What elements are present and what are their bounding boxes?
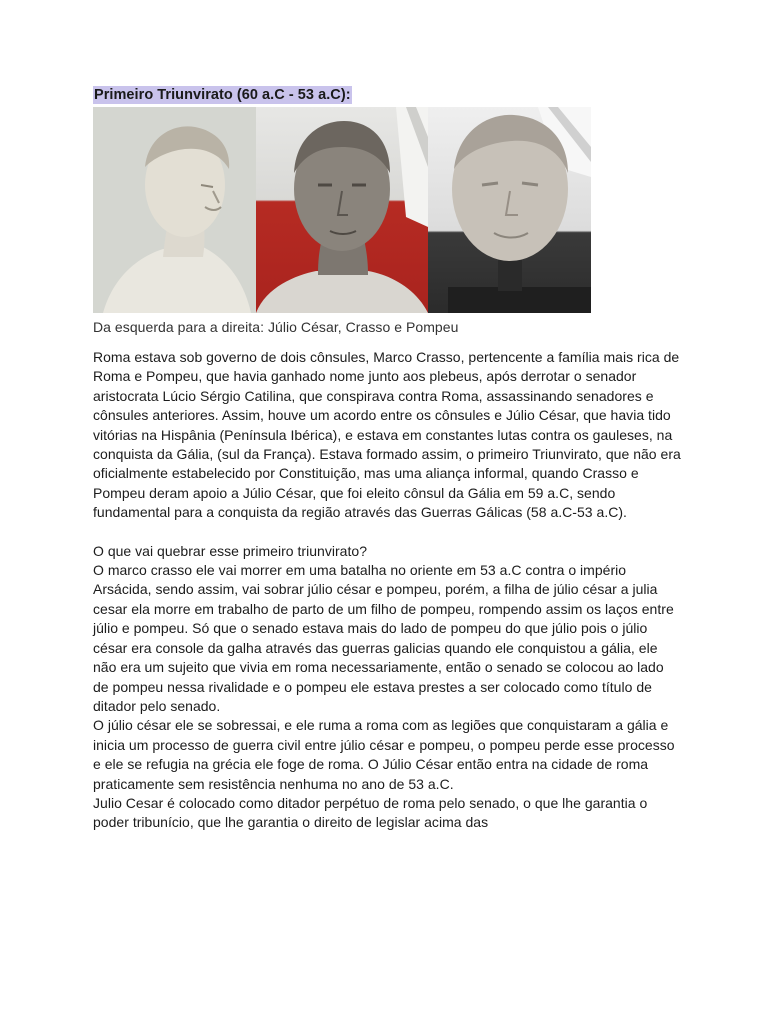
bust-pompeu-image [428, 107, 591, 313]
question-line: O que vai quebrar esse primeiro triunvirato? [93, 542, 368, 559]
figure-busts [93, 107, 591, 313]
paragraph-dictator: Julio Cesar é colocado como ditador perpétuo de roma pelo senado, o que lhe garantia o poder tribunício, que lhe garantia o direito de legislar acima das [93, 794, 648, 831]
spacer [93, 523, 683, 542]
document-page [93, 86, 683, 833]
paragraph-civil-war: O júlio césar ele se sobressai, e ele ruma a roma com as legiões que conquistaram a gália e inicia um processo de guerra civil entre júlio césar e pompeu, o pompeu perde esse processo e ele se refugia na grécia ele foge de roma. O Júlio César então entra na cidade de roma praticamente sem resistência nenhuma no ano de 53 a.C. [93, 717, 675, 792]
bust-julio-cesar-image [93, 107, 256, 313]
paragraph-triunvirato-formation: Roma estava sob governo de dois cônsules, Marco Crasso, pertencente a família mais rica de Roma e Pompeu, que havia ganhado nome junto aos plebeus, após derrotar o senador aristocrata Lúcio Sérgio Catilina, que conspirava contra Roma, assassinando senadores e cônsules anteriores. Assim, houve um acordo entre os cônsules e Júlio César, que havia tido vitórias na Hispânia (Península Ibérica), e estava em constantes lutas contra os gauleses, na conquista da Gália, (sul da França). Estava formado assim, o primeiro Triunvirato, que não era oficialmente estabelecido por Constituição, mas uma aliança informal, quando Crasso e Pompeu deram apoio a Júlio César, que foi eleito cônsul da Gália em 59 a.C, sendo fundamental para a conquista da região através das Guerras Gálicas (58 a.C-53 a.C). [93, 349, 681, 521]
figure-caption: Da esquerda para a direita: Júlio César, Crasso e Pompeu [93, 319, 459, 335]
text-block-breakup [93, 542, 683, 833]
paragraph-crasso-death: O marco crasso ele vai morrer em uma batalha no oriente em 53 a.C contra o império Arsácida, sendo assim, vai sobrar júlio césar e pompeu, porém, a filha de júlio césar a julia cesar ela morre em trabalho de parto de um filho de pompeu, rompendo assim os laços entre júlio e pompeu. Só que o senado estava mais do lado de pompeu do que júlio pois o júlio césar era console da galha através das guerras galicias quando ele conquistou a gália, ele não era um sujeito que vivia em roma necessariamente, então o senado se colocou ao lado de pompeu nessa rivalidade e o pompeu ele estava prestes a ser colocado como título de ditador pelo senado. [93, 562, 674, 714]
bust-crasso-image [256, 107, 428, 313]
section-heading: Primeiro Triunvirato (60 a.C - 53 a.C): [94, 87, 351, 103]
